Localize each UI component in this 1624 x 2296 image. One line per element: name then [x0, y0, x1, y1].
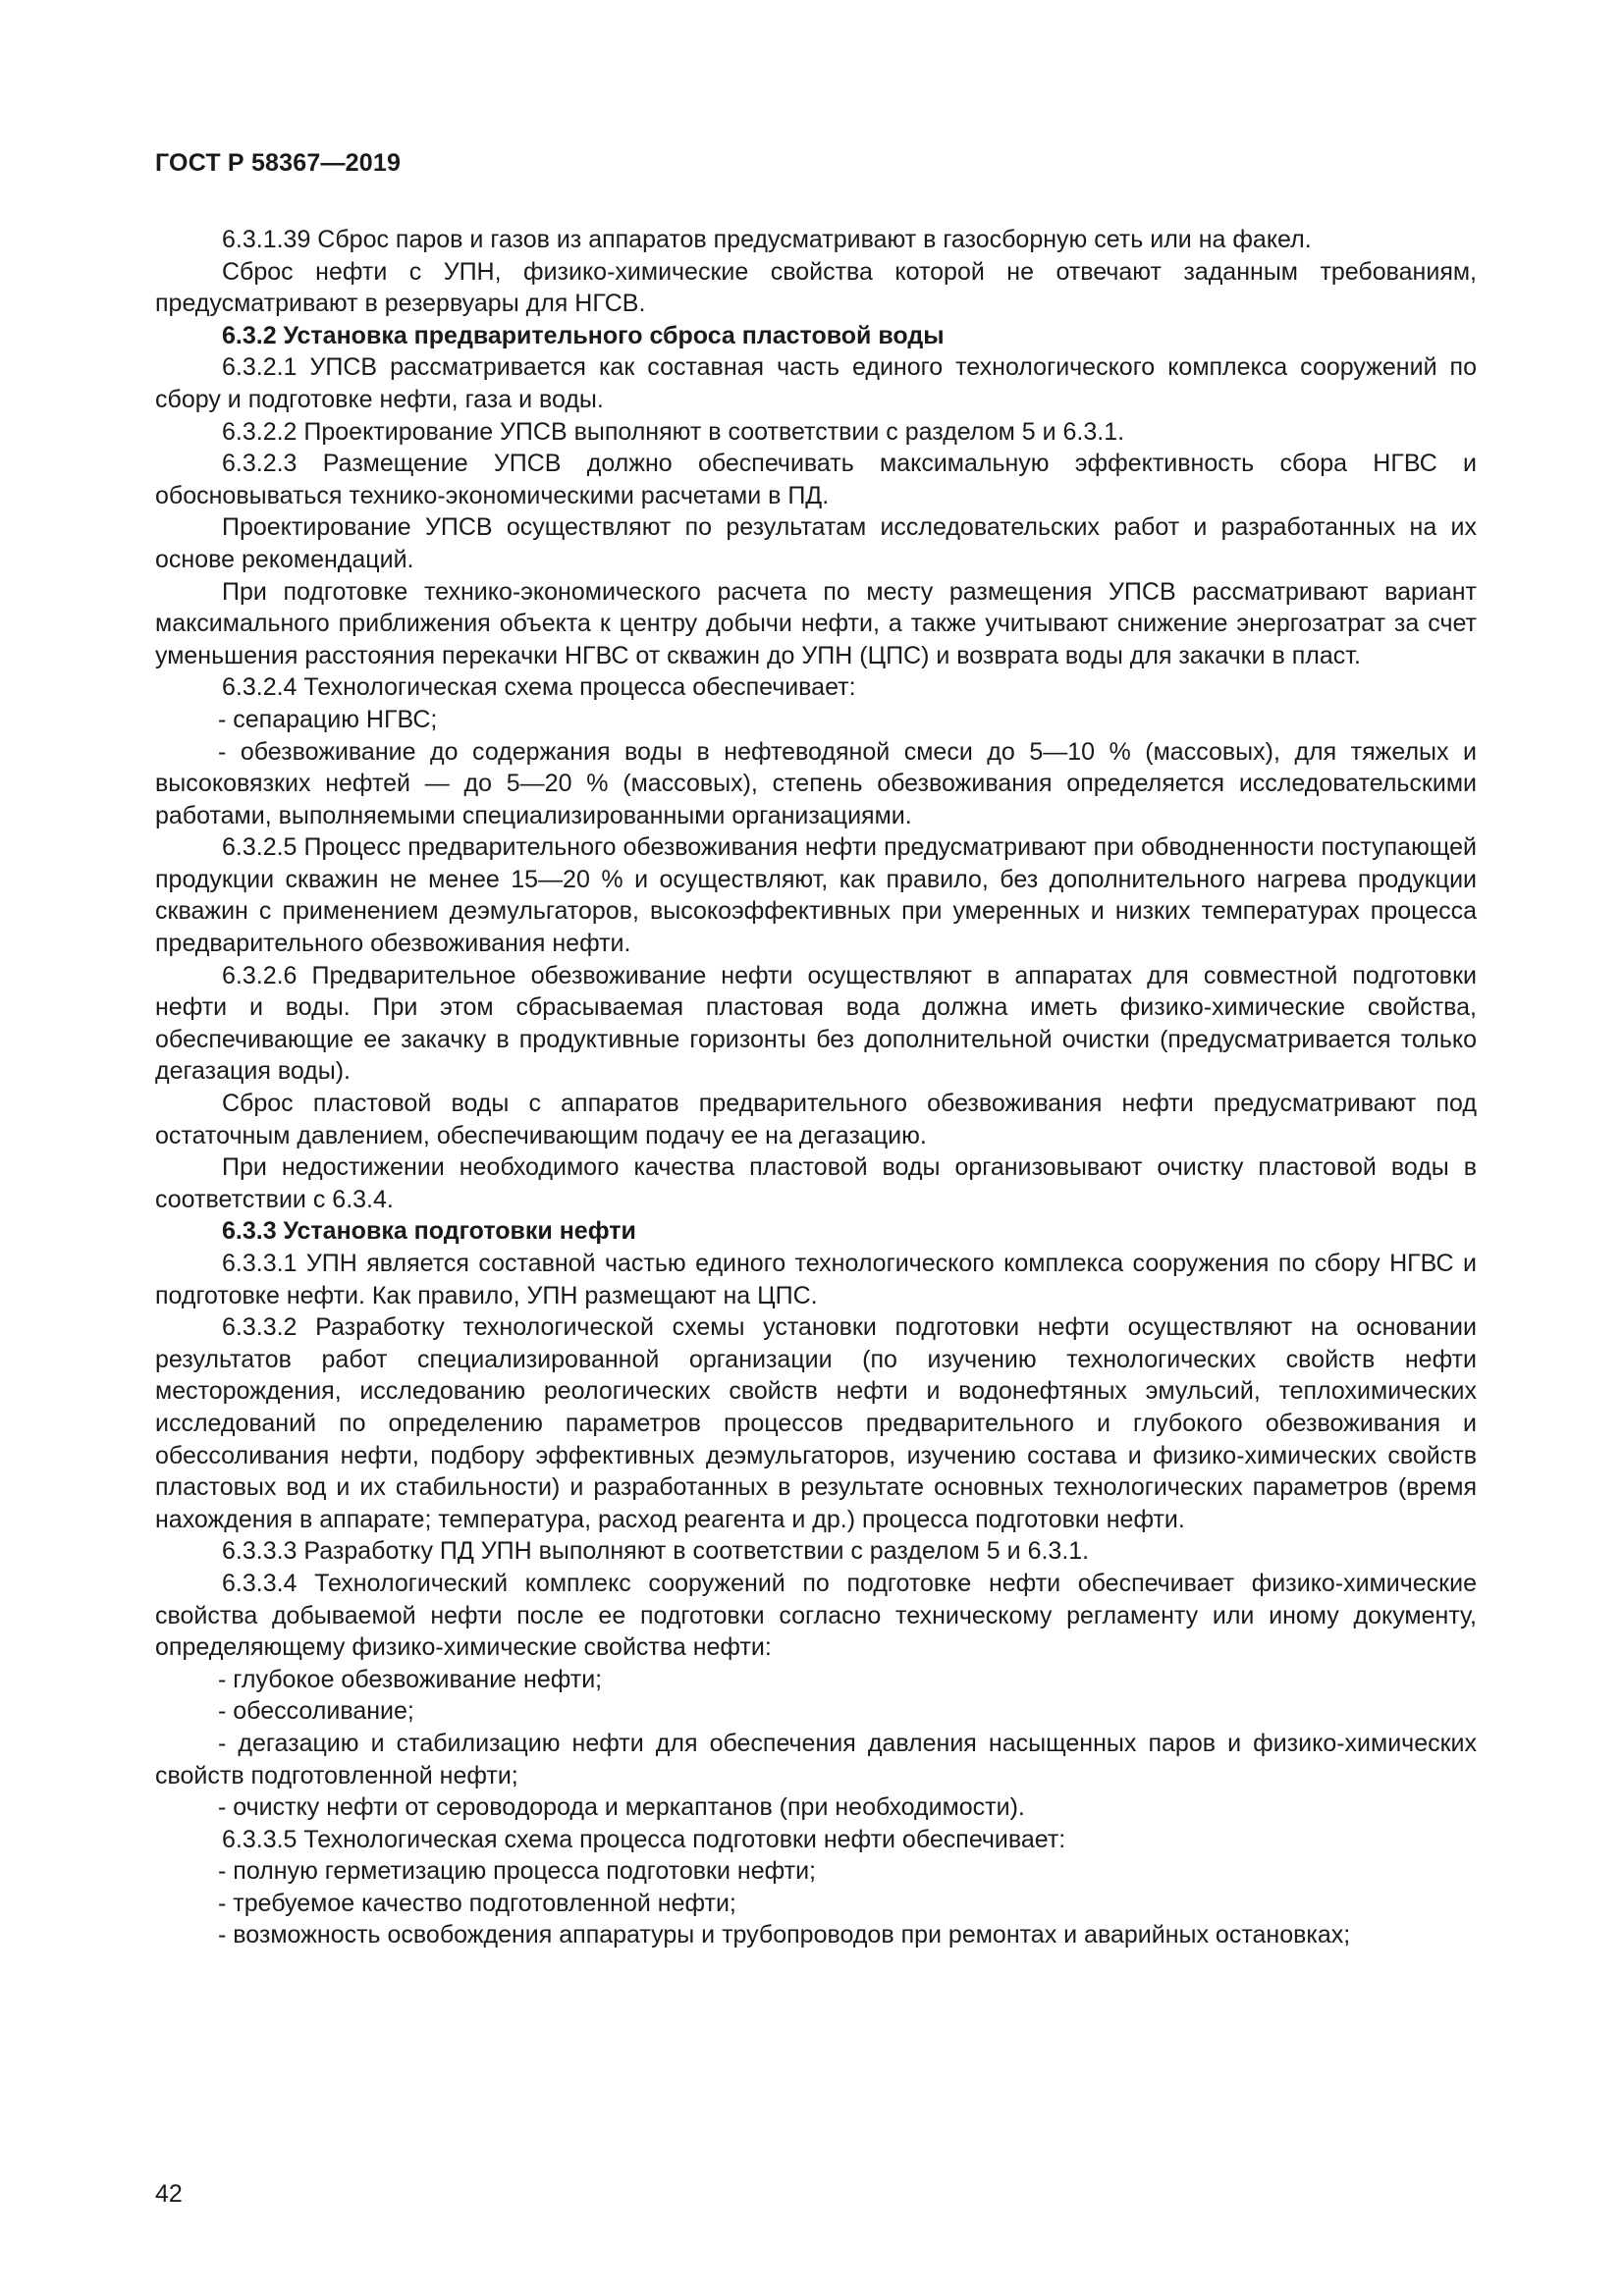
paragraph: 6.3.2.5 Процесс предварительного обезвоживания нефти предусматривают при обводненности поступающей продукции скважин не менее 15—20 % и осуществляют, как правило, без дополнительного нагрева продукции скважин с применением деэмульгаторов, высокоэффективных при умеренных и низких температурах процесса предварительного обезвоживания нефти. — [155, 833, 1477, 958]
paragraph: 6.3.2.4 Технологическая схема процесса обеспечивает: — [222, 673, 856, 702]
paragraph: Сброс пластовой воды с аппаратов предварительного обезвоживания нефти предусматривают под остаточным давлением, обеспечивающим подачу ее на дегазацию. — [155, 1090, 1477, 1149]
paragraph: 6.3.2.6 Предварительное обезвоживание нефти осуществляют в аппаратах для совместной подготовки нефти и воды. При этом сбрасываемая пластовая вода должна иметь физико-химические свойства, обеспечивающие ее закачку в продуктивные горизонты без дополнительной очистки (предусматривается только дегазация воды). — [155, 961, 1477, 1086]
paragraph: При подготовке технико-экономического расчета по месту размещения УПСВ рассматривают вариант максимального приближения объекта к центру добычи нефти, а также учитывают снижение энергозатрат за счет уменьшения расстояния перекачки НГВС от скважин до УПН (ЦПС) и возврата воды для закачки в пласт. — [155, 577, 1477, 669]
document-body — [155, 224, 1477, 1951]
list-item: - требуемое качество подготовленной нефти; — [155, 1888, 1477, 1920]
paragraph: 6.3.1.39 Сброс паров и газов из аппаратов предусматривают в газосборную сеть или на факел. — [222, 226, 1312, 253]
paragraph: Сброс нефти с УПН, физико-химические свойства которой не отвечают заданным требованиям, предусматривают в резервуары для НГСВ. — [155, 257, 1477, 318]
paragraph: 6.3.3.2 Разработку технологической схемы установки подготовки нефти осуществляют на основании результатов работ специализированной организации (по изучению технологических свойств нефти месторождения, исследованию реологических свойств нефти и водонефтяных эмульсий, теплохимических исследований по определению параметров процессов предварительного и глубокого обезвоживания и обессоливания нефти, подбору эффективных деэмульгаторов, изучению состава и физико-химических свойств пластовых вод и их стабильности) и разработанных в результате основных технологических параметров (время нахождения в аппарате; температура, расход реагента и др.) процесса подготовки нефти. — [155, 1313, 1477, 1533]
list-item: - сепарацию НГВС; — [155, 704, 1477, 736]
paragraph: 6.3.3.1 УПН является составной частью единого технологического комплекса сооружения по сбору НГВС и подготовке нефти. Как правило, УПН размещают на ЦПС. — [155, 1250, 1477, 1309]
list-item: - обезвоживание до содержания воды в нефтеводяной смеси до 5—10 % (массовых), для тяжелых и высоковязких нефтей — до 5—20 % (массовых), степень обезвоживания определяется исследовательскими работами, выполняемыми специализированными организациями. — [155, 736, 1477, 832]
list-item: - возможность освобождения аппаратуры и трубопроводов при ремонтах и аварийных остановках; — [155, 1919, 1477, 1951]
list-item: - глубокое обезвоживание нефти; — [155, 1664, 1477, 1696]
list-item: - полную герметизацию процесса подготовки нефти; — [155, 1855, 1477, 1888]
paragraph: Проектирование УПСВ осуществляют по результатам исследовательских работ и разработанных на их основе рекомендаций. — [155, 513, 1477, 573]
list-item: - очистку нефти от сероводорода и меркаптанов (при необходимости). — [155, 1791, 1477, 1824]
paragraph: 6.3.3.3 Разработку ПД УПН выполняют в соответствии с разделом 5 и 6.3.1. — [222, 1537, 1090, 1566]
section-heading: 6.3.3 Установка подготовки нефти — [222, 1217, 636, 1246]
page-number: 42 — [155, 2180, 183, 2208]
document-header: ГОСТ Р 58367—2019 — [155, 149, 402, 177]
paragraph: 6.3.3.4 Технологический комплекс сооружений по подготовке нефти обеспечивает физико-химические свойства добываемой нефти после ее подготовки согласно техническому регламенту или иному документу, определяющему физико-химические свойства нефти: — [155, 1569, 1477, 1662]
paragraph: 6.3.2.3 Размещение УПСВ должно обеспечивать максимальную эффективность сбора НГВС и обосновываться технико-экономическими расчетами в ПД. — [155, 450, 1477, 509]
paragraph: 6.3.2.2 Проектирование УПСВ выполняют в соответствии с разделом 5 и 6.3.1. — [222, 417, 1125, 446]
section-heading: 6.3.2 Установка предварительного сброса пластовой воды — [222, 321, 945, 349]
list-item: - дегазацию и стабилизацию нефти для обеспечения давления насыщенных паров и физико-химических свойств подготовленной нефти; — [155, 1728, 1477, 1791]
paragraph: 6.3.2.1 УПСВ рассматривается как составная часть единого технологического комплекса сооружений по сбору и подготовке нефти, газа и воды. — [155, 353, 1477, 413]
paragraph: При недостижении необходимого качества пластовой воды организовывают очистку пластовой воды в соответствии с 6.3.4. — [155, 1153, 1477, 1213]
list-item: - обессоливание; — [155, 1695, 1477, 1728]
paragraph: 6.3.3.5 Технологическая схема процесса подготовки нефти обеспечивает: — [222, 1825, 1066, 1853]
